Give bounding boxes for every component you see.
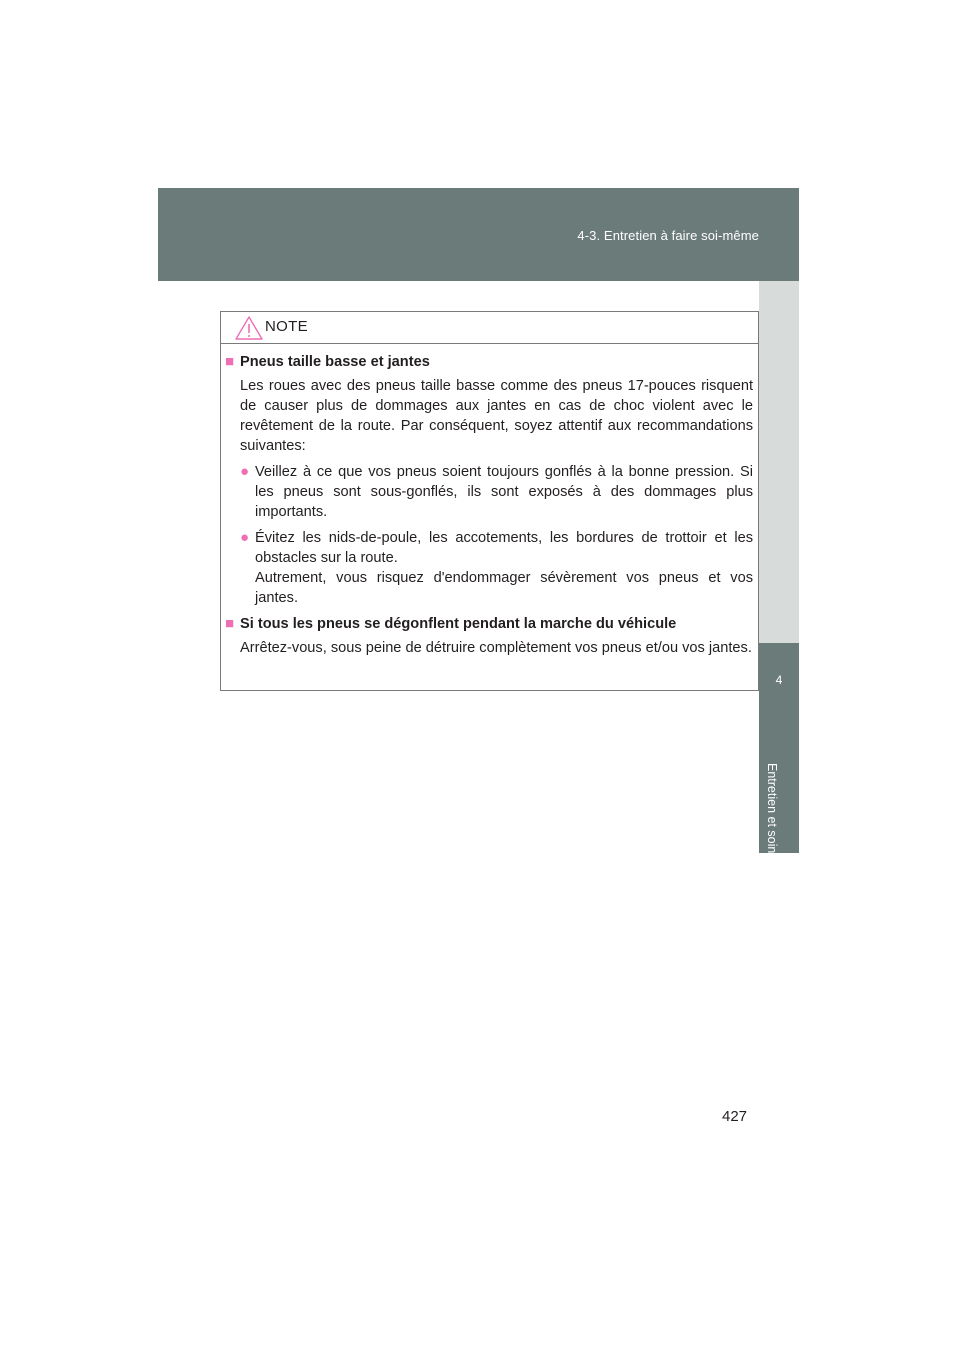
list-item-text: Évitez les nids-de-poule, les accotements, les bordures de trottoir et les obstacles sur la route. Autrement, vous risquez d'endommager sévèrement vos pneus et vos jantes. xyxy=(255,530,753,606)
side-tab-chapter xyxy=(759,643,799,853)
section-title xyxy=(225,352,753,372)
square-bullet-icon: ■ xyxy=(225,353,235,370)
warning-triangle-icon xyxy=(234,315,264,341)
section-title-text: Si tous les pneus se dégonflent pendant la marche du véhicule xyxy=(240,616,677,632)
list-item-text: Veillez à ce que vos pneus soient toujours gonflés à la bonne pression. Si les pneus sont sous-gonflés, ils sont exposés à des dommages plus importants. xyxy=(255,464,753,520)
chapter-label: Entretien et soin xyxy=(765,763,779,854)
section-title xyxy=(225,614,753,634)
header-band xyxy=(158,188,799,281)
page-number: 427 xyxy=(722,1108,748,1125)
circle-bullet-icon: ● xyxy=(240,529,250,546)
note-box xyxy=(220,311,759,691)
list-item xyxy=(240,462,753,522)
list-item xyxy=(240,528,753,608)
square-bullet-icon: ■ xyxy=(225,615,235,632)
section-paragraph: Arrêtez-vous, sous peine de détruire complètement vos pneus et/ou vos jantes. xyxy=(240,640,752,656)
section-title-text: Pneus taille basse et jantes xyxy=(240,354,430,370)
note-body xyxy=(221,344,758,658)
note-header xyxy=(221,312,758,344)
note-label: NOTE xyxy=(265,318,308,335)
chapter-number: 4 xyxy=(775,673,783,687)
section-paragraph: Les roues avec des pneus taille basse comme des pneus 17-pouces risquent de causer plus de dommages aux jantes en cas de choc violent avec le revêtement de la route. Par conséquent, soyez attentif aux recommandations suivantes: xyxy=(240,378,753,454)
circle-bullet-icon: ● xyxy=(240,463,250,480)
section-header-title: 4-3. Entretien à faire soi-même xyxy=(577,228,759,243)
